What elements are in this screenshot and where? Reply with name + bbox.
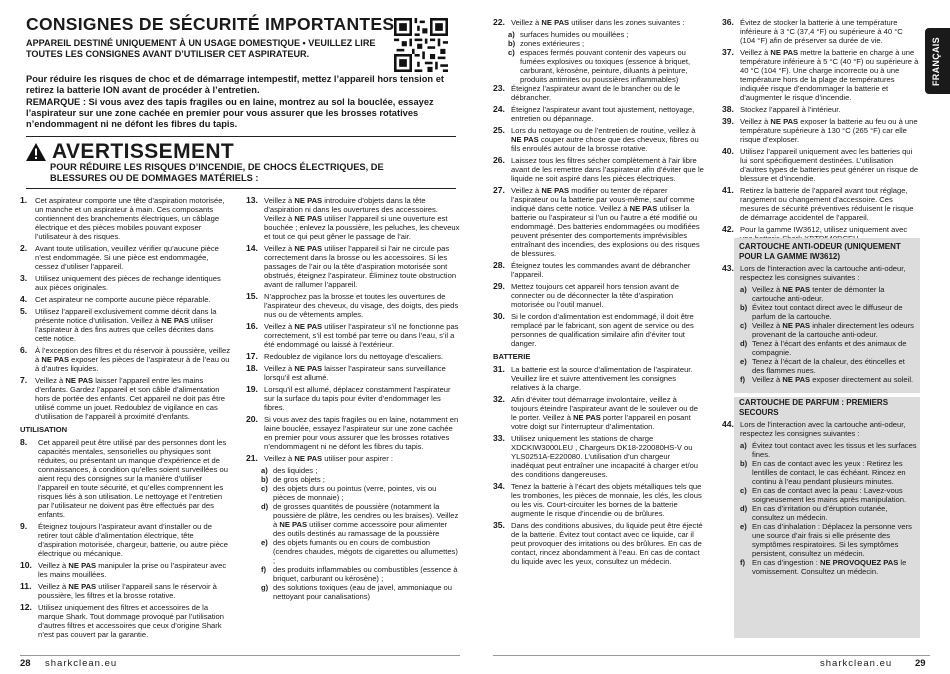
list-item [246, 352, 460, 361]
sub-text: des solutions toxiques (eau de javel, ammoniaque ou nettoyant pour canalisations) [273, 583, 452, 601]
item-number: 28. [493, 260, 505, 270]
item-number: 42. [722, 224, 734, 234]
item-number: 18. [246, 363, 258, 373]
item-number: 1. [20, 195, 28, 205]
item-text: Utilisez uniquement des pièces de rechange identiques aux pièces originales. [35, 274, 221, 292]
item-text: Tenez la batterie à l’écart des objets métalliques tels que les trombones, les pièces de monnaie, les clés, les clous ou les vis. Court-circuiter les bornes de la batterie augmente le risque d’incendie ou de brûlures. [511, 482, 702, 518]
item-number: 39. [722, 116, 734, 126]
list-item [722, 147, 920, 183]
item-number: 43. [722, 263, 734, 273]
list-item [20, 346, 230, 373]
sub-text: des objets fumants ou en cours de combustion (cendres chaudes, mégots de cigarettes ou allumettes) ; [273, 538, 458, 565]
intro-paragraph: Pour réduire les risques de choc et de démarrage intempestif, mettez l’appareil hors tension et retirez la batterie ION avant de procéder à l’entretien. [26, 74, 444, 96]
list-item [722, 264, 918, 282]
item-number: 17. [246, 351, 258, 361]
item-text: Veillez à NE PAS utiliser l’appareil sans le réservoir à poussière, les filtres et la brosse rotative. [38, 582, 217, 600]
site-url: sharkclean.eu [45, 658, 118, 669]
sub-text: Tenez à l’écart de la chaleur, des étincelles et des flammes nues. [752, 357, 905, 375]
item-number: 25. [493, 125, 505, 135]
sub-item [261, 475, 460, 484]
sub-text: des objets durs ou pointus (verre, pointes, vis ou pièces de monnaie) ; [273, 484, 437, 502]
sub-text: des liquides ; [273, 466, 318, 475]
warning-subtitle: POUR RÉDUIRE LES RISQUES D’INCENDIE, DE CHOCS ÉLECTRIQUES, DE BLESSURES OU DE DOMMAGES MATÉRIELS : [50, 162, 384, 184]
list-item [20, 307, 230, 343]
sub-letter: c) [740, 486, 747, 495]
sub-letter: d) [261, 502, 269, 511]
sub-letter: b) [740, 459, 748, 468]
sub-item [740, 522, 918, 558]
sub-item [261, 565, 460, 583]
item-text: Redoublez de vigilance lors du nettoyage d’escaliers. [264, 352, 443, 361]
item-number: 6. [20, 345, 28, 355]
list-item [20, 522, 230, 558]
item-text: Veillez à NE PAS utiliser l’appareil si l’air ne circule pas correctement dans la brosse ou les accessoires. Si les passages de l’air ou la tête d’aspiration motorisée sont obstrués, éteignez l’aspirateur. Éliminez toute obstruction avant de rallumer l’appareil. [264, 244, 457, 289]
item-text: Utilisez uniquement les stations de charge XDCKIW3000LEU , Chargeurs DK18-220080HS-V ou YLS0251A-E220080. L’utilisation d’un chargeur inadéquat peut entraîner une incapacité à charger et/ou des conditions dangereuses. [511, 434, 699, 479]
sub-text: de grosses quantités de poussière (notamment la poussière de plâtre, les cendres ou les braises). Veillez à NE PAS utiliser comme accessoire pour alimenter des outils destinés au ramassage de la poussière [273, 502, 459, 538]
item-text: Dans des conditions abusives, du liquide peut être éjecté de la batterie. Évitez tout contact avec ce liquide, car il peut provoquer des irritations ou des brûlures. En cas de contact, rincez abondamment à l’eau. En cas de contact du liquide avec les yeux, consultez un médecin. [511, 521, 703, 566]
item-text: Cet appareil peut être utilisé par des personnes dont les capacités mentales, sensorielles ou physiques sont réduites, ou présentant un manque d’expérience et de connaissances, à condition qu’elles soient surveillées ou aient reçu des consignes sur la manière d’utiliser l’appareil en toute sécurité, et qu’elles comprennent les risques liés à son utilisation. Le nettoyage et l’entretien par l’utilisateur ne doivent pas être effectués par des enfants. [38, 438, 228, 519]
item-text: Laissez tous les filtres sécher complètement à l’air libre avant de les remettre dans l’aspirateur afin d’éviter que le liquide ne soit aspiré dans les pièces électriques. [511, 156, 704, 183]
item-text: Veillez à NE PAS laisser l’appareil entre les mains d’enfants. Gardez l’appareil et son câble d’alimentation hors de portée des enfants. Cet appareil ne doit pas être utilisé comme un jouet. Redoublez de vigilance en cas d’utilisation de l’appareil à proximité d’enfants. [35, 376, 225, 421]
item-number: 41. [722, 185, 734, 195]
sub-letter: c) [261, 484, 268, 493]
column-2 [246, 196, 460, 601]
list-item [20, 295, 230, 304]
item-text: Utilisez l’appareil exclusivement comme décrit dans la présente notice d’utilisation. Veillez à NE PAS utiliser l’aspirateur à des fins autres que celles décrites dans cette notice. [35, 307, 217, 343]
item-text: Éteignez toutes les commandes avant de débrancher l’appareil. [511, 261, 691, 279]
box-2 [722, 398, 918, 576]
item-text: N’approchez pas la brosse et toutes les ouvertures de l’aspirateur des cheveux, du visage, des doigts, des pieds nus ou de vêtements amples. [264, 292, 459, 319]
list-item [493, 365, 705, 392]
qr-code-icon [394, 18, 448, 72]
list-item [493, 434, 705, 479]
sub-letter: a) [740, 285, 747, 294]
item-number: 19. [246, 384, 258, 394]
item-text: Mettez toujours cet appareil hors tension avant de connecter ou de déconnecter la tête d’aspiration motorisée ou l’outil manuel. [511, 282, 680, 309]
list-item [493, 186, 705, 258]
sub-letter: f) [740, 375, 746, 384]
sub-text: des produits inflammables ou combustibles (essence à briquet, carburant ou kérosène) ; [273, 565, 458, 583]
sub-letter: e) [261, 538, 268, 547]
sub-item [740, 504, 918, 522]
sub-item [508, 30, 705, 39]
sub-text: zones extérieures ; [520, 39, 585, 48]
item-number: 30. [493, 311, 505, 321]
list-item [493, 521, 705, 566]
sub-letter: f) [261, 565, 267, 574]
divider [26, 136, 456, 137]
sub-text: Veillez à NE PAS exposer directement au soleil. [752, 375, 914, 384]
item-number: 13. [246, 195, 258, 205]
sub-text: surfaces humides ou mouillées ; [520, 30, 629, 39]
sub-item [740, 339, 918, 357]
intro-caps: APPAREIL DESTINÉ UNIQUEMENT À UN USAGE DOMESTIQUE • VEUILLEZ LIRE TOUTES LES CONSIGNES AVANT D’UTILISER CET ASPIRATEUR. [26, 38, 376, 59]
warning-header [26, 140, 234, 164]
list-item [20, 274, 230, 292]
list-item [493, 156, 705, 183]
item-text: Si vous avez des tapis fragiles ou en laine, notamment en laine bouclée, essayez l’aspirateur sur une zone cachée en premier pour vous assurer que les brosses rotatives n’endommagent ni ne défont les fibres du tapis. [264, 415, 459, 451]
sub-item [740, 357, 918, 375]
sub-item [508, 39, 705, 48]
item-text: Éteignez l’aspirateur avant tout ajustement, nettoyage, entretien ou dépannage. [511, 105, 695, 123]
item-number: 4. [20, 294, 28, 304]
sub-item [740, 303, 918, 321]
list-item [493, 312, 705, 348]
sub-item [740, 375, 918, 384]
box-heading: CARTOUCHE ANTI-ODEUR (UNIQUEMENT POUR LA GAMME IW3612) [739, 242, 901, 261]
sub-text: Veillez à NE PAS inhaler directement les odeurs provenant de la cartouche anti-odeur. [752, 321, 914, 339]
sub-item [740, 486, 918, 504]
item-number: 34. [493, 481, 505, 491]
item-text: Veillez à NE PAS utiliser dans les zones suivantes : [511, 18, 685, 27]
list-item [246, 364, 460, 382]
item-text: Avant toute utilisation, veuillez vérifier qu’aucune pièce n’est endommagée. Si une pièce est endommagée, cessez d’utiliser l’appareil. [35, 244, 219, 271]
list-item [20, 561, 230, 579]
sub-item [261, 484, 460, 502]
sub-item [740, 285, 918, 303]
sub-letter: e) [740, 357, 747, 366]
list-item [20, 582, 230, 600]
sub-letter: b) [508, 39, 516, 48]
list-item [246, 385, 460, 412]
item-number: 31. [493, 364, 505, 374]
item-number: 29. [493, 281, 505, 291]
item-number: 9. [20, 521, 28, 531]
item-text: Cet aspirateur comporte une tête d’aspiration motorisée, un manche et un aspirateur à main. Ces composants contiennent des branchements électriques, un câblage électrique et des pièces mobiles pouvant exposer l’utilisateur à des risques. [35, 196, 225, 241]
list-item [722, 420, 918, 438]
item-number: 38. [722, 104, 734, 114]
sub-letter: g) [261, 583, 269, 592]
item-number: 20. [246, 414, 258, 424]
sub-text: En cas d’irritation ou d’éruption cutanée, consultez un médecin. [752, 504, 888, 522]
list-item [493, 282, 705, 309]
sub-text: de gros objets ; [273, 475, 325, 484]
sub-item [740, 558, 918, 576]
item-number: 5. [20, 306, 28, 316]
item-number: 35. [493, 520, 505, 530]
page-number: 29 [915, 658, 926, 669]
item-number: 11. [20, 581, 32, 591]
item-text: Veillez à NE PAS introduire d’objets dans la tête d’aspiration ni dans les ouvertures des accessoires. Veillez à NE PAS utiliser l’appareil si une ouverture est bouchée ; enlevez la poussière, les peluches, les cheveux et tout ce qui peut gêner le passage de l’air. [264, 196, 460, 241]
item-number: 14. [246, 243, 258, 253]
column-1 [20, 196, 230, 642]
item-text: Éteignez l’aspirateur avant de le brancher ou de le débrancher. [511, 84, 681, 102]
item-text: Lors de l’interaction avec la cartouche anti-odeur, respectez les consignes suivantes : [740, 420, 906, 438]
page-title: CONSIGNES DE SÉCURITÉ IMPORTANTES [26, 14, 395, 34]
item-text: Pour la gamme IW3612, utilisez uniquement avec [740, 225, 908, 234]
sub-text: En cas d’ingestion : NE PROVOQUEZ PAS le vomissement. Consultez un médecin. [752, 558, 907, 576]
sub-letter: c) [740, 321, 747, 330]
list-item [246, 244, 460, 289]
sub-item [740, 459, 918, 486]
sub-letter: d) [740, 504, 748, 513]
item-number: 27. [493, 185, 505, 195]
sub-text: En cas d’inhalation : Déplacez la personne vers une source d’air frais si elle présente des symptômes respiratoires. Si les symptômes persistent, consultez un médecin. [752, 522, 912, 558]
sub-letter: c) [508, 48, 515, 57]
warning-title: AVERTISSEMENT [52, 140, 235, 163]
divider [26, 188, 456, 189]
sub-item [261, 538, 460, 565]
item-text: Lors du nettoyage ou de l’entretien de routine, veillez à NE PAS couper autre chose que des cheveux, fibres ou fils enroulés autour de la brosse rotative. [511, 126, 699, 153]
list-item [493, 482, 705, 518]
item-number: 8. [20, 437, 28, 447]
item-number: 23. [493, 83, 505, 93]
list-item [722, 48, 920, 102]
item-text: Éteignez toujours l’aspirateur avant d’installer ou de retirer tout câble d’alimentation électrique, tête d’aspiration motorisée, chargeur, batterie, ou autre pièce électrique ou mécanique. [38, 522, 228, 558]
sub-text: En cas de contact avec la peau : Lavez-vous soigneusement les mains après manipulation. [752, 486, 907, 504]
list-item [722, 105, 920, 114]
list-item [246, 415, 460, 451]
list-item [246, 292, 460, 319]
item-text: Veillez à NE PAS mettre la batterie en charge à une température inférieure à 5 °C (40 °F) ou supérieure à 40 °C (104 °F). Une charge incorrecte ou à une température hors de la plage de températures indiquée risque d’endommager la batterie et d’augmenter le risque d’incendie. [740, 48, 919, 102]
item-number: 3. [20, 273, 28, 283]
list-item [20, 244, 230, 271]
sub-letter: f) [740, 558, 746, 567]
item-text: Veillez à NE PAS utiliser l’aspirateur s’il ne fonctionne pas correctement, s’il est tombé par terre ou dans l’eau, s’il a été endommagé ou laissé à l’extérieur. [264, 322, 459, 349]
sub-item [261, 583, 460, 601]
item-text: Retirez la batterie de l’appareil avant tout réglage, rangement ou changement d’accessoire. Ces mesures de sécurité préventives réduisent le risque de démarrage accidentel de l’appareil. [740, 186, 914, 222]
footer-divider [493, 655, 930, 656]
item-text: Cet aspirateur ne comporte aucune pièce réparable. [35, 295, 211, 304]
list-item [20, 438, 230, 519]
item-number: 40. [722, 146, 734, 156]
sub-item [740, 321, 918, 339]
list-item [246, 196, 460, 241]
warning-icon [26, 143, 46, 161]
column-4 [722, 18, 920, 246]
sub-letter: b) [740, 303, 748, 312]
item-text: À l’exception des filtres et du réservoir à poussière, veillez à NE PAS exposer les pièces de l’aspirateur à de l’eau ou à d’autres liquides. [35, 346, 230, 373]
item-number: 26. [493, 155, 505, 165]
list-item [493, 126, 705, 153]
item-text: Veillez à NE PAS utiliser pour aspirer : [264, 454, 394, 463]
language-tab [925, 28, 950, 94]
list-item [722, 186, 920, 222]
item-text: Veillez à NE PAS modifier ou tenter de réparer l’aspirateur ou la batterie par vous-même, sauf comme indiqué dans cette notice. Veillez à NE PAS utiliser la batterie ou l’aspirateur si l’un ou l’autre a été modifié ou endommagé. Des batteries endommagées ou modifiées peuvent présenter des comportements imprévisibles entraînant des incendies, des explosions ou des risques de blessures. [511, 186, 700, 258]
page-number: 28 [20, 658, 31, 669]
box-1 [722, 242, 918, 384]
item-number: 22. [493, 17, 505, 27]
sub-letter: a) [740, 441, 747, 450]
sub-item [508, 48, 705, 84]
item-text: Utilisez uniquement des filtres et accessoires de la marque Shark. Tout dommage provoqué par l’utilisation d’autres filtres et accessoires que ceux d’origine Shark n’est pas couvert par la garantie. [38, 603, 225, 639]
section-heading: BATTERIE [493, 352, 531, 361]
item-text: Évitez de stocker la batterie à une température inférieure à 3 °C (37,4 °F) ou supérieure à 40 °C (104 °F) afin de préserver sa durée de vie. [740, 18, 903, 45]
sub-item [261, 502, 460, 538]
item-number: 33. [493, 433, 505, 443]
item-number: 15. [246, 291, 258, 301]
sub-text: En cas de contact avec les yeux : Retirez les lentilles de contact, le cas échéant. Rincez en continu à l’eau pendant plusieurs minutes. [752, 459, 906, 486]
sub-item [740, 441, 918, 459]
item-number: 21. [246, 453, 258, 463]
remark-paragraph: REMARQUE : Si vous avez des tapis fragiles ou en laine, montrez au sol la bouclée, essayez l’aspirateur sur une zone cachée en premier pour vous assurer que les brosses rotatives n’endommagent ni ne défont les fibres du tapis. [26, 97, 434, 130]
item-text: La batterie est la source d’alimentation de l’aspirateur. Veuillez lire et suivre attentivement les consignes relatives à la charge. [511, 365, 693, 392]
list-item [493, 395, 705, 431]
list-item [493, 84, 705, 102]
sub-letter: b) [261, 475, 269, 484]
list-item [20, 603, 230, 639]
item-number: 12. [20, 602, 32, 612]
sub-text: Tenez à l’écart des enfants et des animaux de compagnie. [752, 339, 907, 357]
item-number: 10. [20, 560, 32, 570]
language-label: FRANÇAIS [931, 37, 941, 86]
item-number: 44. [722, 419, 734, 429]
item-number: 37. [722, 47, 734, 57]
sub-text: Évitez tout contact direct avec le diffuseur de parfum de la cartouche. [752, 303, 903, 321]
item-text: Stockez l’appareil à l’intérieur. [740, 105, 841, 114]
column-3 [493, 18, 705, 569]
box-heading: CARTOUCHE DE PARFUM : PREMIERS SECOURS [739, 398, 889, 417]
footer-divider [20, 655, 460, 656]
sub-letter: e) [740, 522, 747, 531]
box-divider [734, 393, 920, 397]
item-number: 24. [493, 104, 505, 114]
sub-item [261, 466, 460, 475]
list-item [246, 322, 460, 349]
sub-letter: a) [261, 466, 268, 475]
list-item [20, 376, 230, 421]
sub-text: espaces fermés pouvant contenir des vapeurs ou fumées explosives ou toxiques (essence à briquet, carburant, kérosène, peinture, diluants à peinture, produits antimites ou poussières inflammables) [520, 48, 691, 84]
sub-text: Évitez tout contact avec les tissus et les surfaces fines. [752, 441, 917, 459]
sub-text: Veillez à NE PAS tenter de démonter la cartouche anti-odeur. [752, 285, 885, 303]
list-item [493, 261, 705, 279]
item-number: 32. [493, 394, 505, 404]
list-item [246, 454, 460, 463]
item-number: 7. [20, 375, 28, 385]
sub-letter: a) [508, 30, 515, 39]
item-number: 16. [246, 321, 258, 331]
item-text: Lorsqu’il est allumé, déplacez constamment l’aspirateur sur la surface du tapis pour éviter d’endommager les fibres. [264, 385, 451, 412]
list-item [493, 18, 705, 27]
item-number: 2. [20, 243, 28, 253]
list-item [722, 117, 920, 144]
site-url: sharkclean.eu [820, 658, 893, 669]
item-number: 36. [722, 17, 734, 27]
item-text: Veillez à NE PAS manipuler la prise ou l’aspirateur avec les mains mouillées. [38, 561, 227, 579]
item-text: Veillez à NE PAS laisser l’aspirateur sans surveillance lorsqu’il est allumé. [264, 364, 446, 382]
list-item [20, 196, 230, 241]
item-text: Afin d’éviter tout démarrage involontaire, veillez à toujours éteindre l’aspirateur avant de le soulever ou de le porter. Veillez à NE PAS porter l’appareil en posant votre doigt sur l’interrupteur d’alimentation. [511, 395, 699, 431]
item-text: Veillez à NE PAS exposer la batterie au feu ou à une température supérieure à 130 °C (265 °F) car elle risque d’exploser. [740, 117, 918, 144]
item-text: Lors de l’interaction avec la cartouche anti-odeur, respectez les consignes suivantes : [740, 264, 906, 282]
item-text: Utilisez l’appareil uniquement avec les batteries qui lui sont spécifiquement destinées. L’utilisation d’autres types de batteries peut générer un risque de blessure et d’incendie. [740, 147, 919, 183]
sub-letter: d) [740, 339, 748, 348]
list-item [722, 18, 920, 45]
item-text: Si le cordon d’alimentation est endommagé, il doit être remplacé par le fabricant, son agent de service ou des personnes de qualification similaire afin d’éviter tout danger. [511, 312, 694, 348]
section-heading: UTILISATION [20, 425, 68, 434]
list-item [493, 105, 705, 123]
